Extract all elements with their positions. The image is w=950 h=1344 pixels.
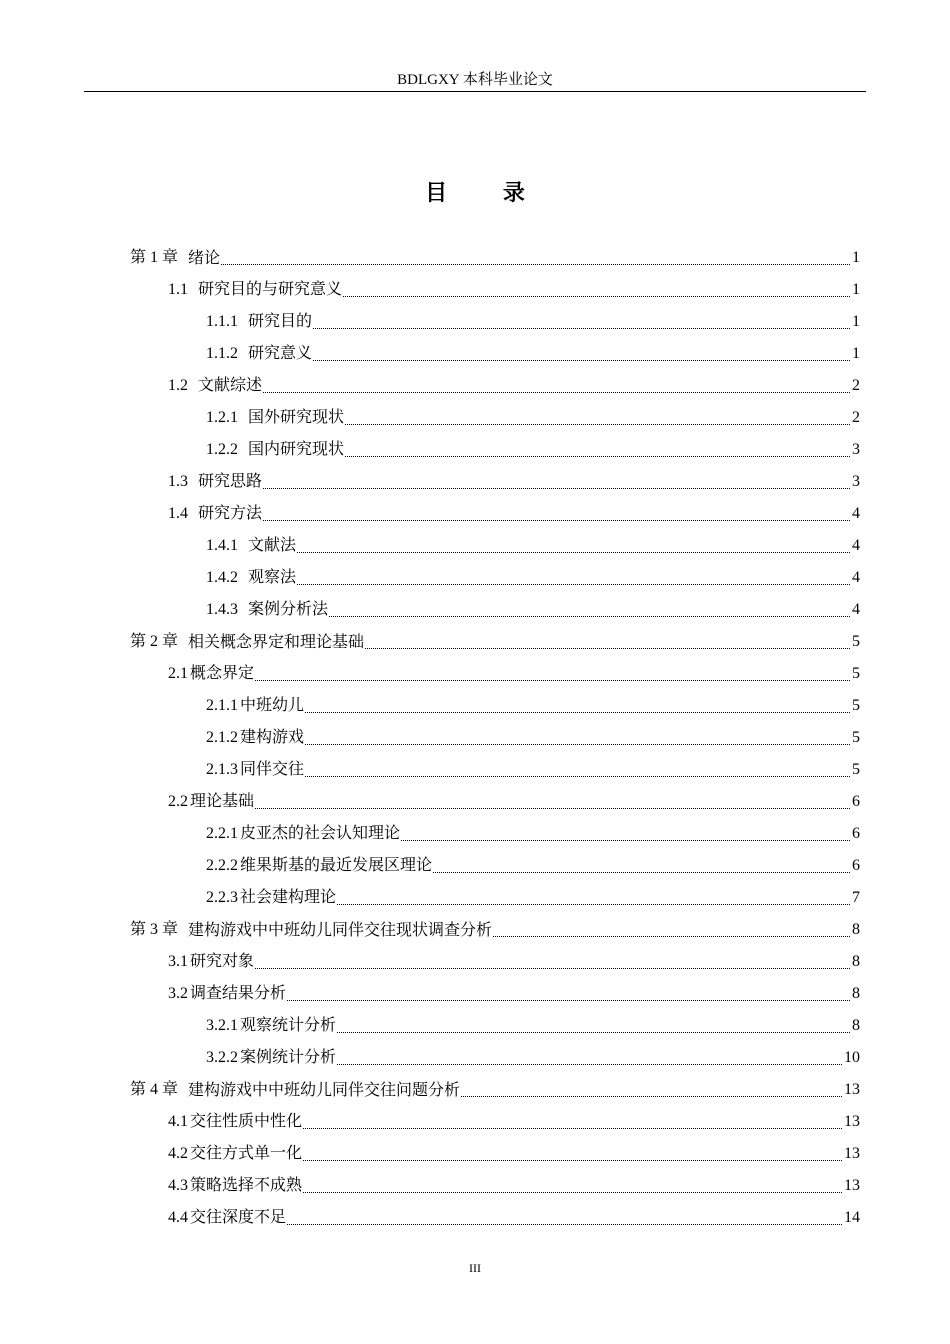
dot-leader bbox=[255, 807, 850, 809]
toc-entry-sub[interactable] bbox=[0, 530, 950, 562]
dot-leader bbox=[287, 999, 850, 1001]
toc-entry-label: 国外研究现状 bbox=[248, 409, 345, 426]
toc-entry-page: 13 bbox=[844, 1145, 860, 1162]
dot-leader bbox=[303, 1127, 842, 1129]
toc-entry-label: 观察统计分析 bbox=[240, 1017, 337, 1034]
toc-entry-sub[interactable] bbox=[0, 850, 950, 882]
toc-entry-section[interactable] bbox=[0, 1202, 950, 1234]
toc-entry-chapter[interactable] bbox=[0, 914, 950, 946]
toc-entry-page: 5 bbox=[852, 665, 860, 682]
toc-entry-page: 4 bbox=[852, 569, 860, 586]
toc-entry-page: 6 bbox=[852, 793, 860, 810]
toc-entry-number: 3.1 bbox=[168, 953, 188, 970]
toc-entry-page: 3 bbox=[852, 473, 860, 490]
toc-entry-section[interactable] bbox=[0, 466, 950, 498]
toc-entry-page: 13 bbox=[844, 1177, 860, 1194]
toc-entry-label: 中班幼儿 bbox=[240, 697, 305, 714]
toc-entry-number: 3.2 bbox=[168, 985, 188, 1002]
toc-entry-number: 4.1 bbox=[168, 1113, 188, 1130]
toc-entry-number: 1.2 bbox=[168, 377, 188, 394]
dot-leader bbox=[263, 391, 850, 393]
toc-entry-section[interactable] bbox=[0, 498, 950, 530]
toc-entry-page: 1 bbox=[852, 281, 860, 298]
dot-leader bbox=[343, 295, 850, 297]
toc-entry-page: 13 bbox=[844, 1113, 860, 1130]
dot-leader bbox=[297, 583, 850, 585]
dot-leader bbox=[287, 1223, 842, 1225]
toc-entry-page: 10 bbox=[844, 1049, 860, 1066]
dot-leader bbox=[263, 519, 850, 521]
toc-entry-number: 第 1 章 bbox=[130, 249, 179, 266]
toc-entry-page: 8 bbox=[852, 985, 860, 1002]
toc-entry-chapter[interactable] bbox=[0, 1074, 950, 1106]
dot-leader bbox=[345, 455, 850, 457]
toc-entry-number: 第 2 章 bbox=[130, 633, 179, 650]
table-of-contents bbox=[0, 242, 950, 1234]
toc-entry-label: 交往性质中性化 bbox=[190, 1113, 303, 1130]
dot-leader bbox=[493, 935, 850, 937]
dot-leader bbox=[303, 1159, 842, 1161]
toc-entry-number: 2.1.3 bbox=[206, 761, 238, 778]
toc-entry-number: 1.2.1 bbox=[206, 409, 238, 426]
toc-entry-number: 2.1.1 bbox=[206, 697, 238, 714]
toc-entry-label: 策略选择不成熟 bbox=[190, 1177, 303, 1194]
toc-entry-section[interactable] bbox=[0, 274, 950, 306]
dot-leader bbox=[345, 423, 850, 425]
toc-entry-label: 研究目的 bbox=[248, 313, 313, 330]
toc-entry-page: 2 bbox=[852, 377, 860, 394]
toc-entry-page: 6 bbox=[852, 857, 860, 874]
toc-entry-label: 维果斯基的最近发展区理论 bbox=[240, 857, 433, 874]
toc-entry-number: 1.3 bbox=[168, 473, 188, 490]
toc-entry-number: 3.2.2 bbox=[206, 1049, 238, 1066]
dot-leader bbox=[337, 1031, 850, 1033]
toc-entry-number: 1.4.1 bbox=[206, 537, 238, 554]
toc-entry-page: 6 bbox=[852, 825, 860, 842]
dot-leader bbox=[337, 1063, 842, 1065]
toc-entry-label: 研究方法 bbox=[198, 505, 263, 522]
toc-entry-page: 4 bbox=[852, 601, 860, 618]
toc-entry-number: 2.1.2 bbox=[206, 729, 238, 746]
toc-entry-number: 4.3 bbox=[168, 1177, 188, 1194]
header-rule bbox=[84, 91, 866, 92]
toc-entry-label: 同伴交往 bbox=[240, 761, 305, 778]
toc-entry-sub[interactable] bbox=[0, 882, 950, 914]
toc-entry-sub[interactable] bbox=[0, 594, 950, 626]
toc-entry-page: 5 bbox=[852, 633, 860, 650]
page-number: III bbox=[469, 1261, 481, 1275]
toc-entry-chapter[interactable] bbox=[0, 242, 950, 274]
toc-entry-section[interactable] bbox=[0, 1138, 950, 1170]
toc-entry-number: 4.2 bbox=[168, 1145, 188, 1162]
toc-entry-number: 1.4.2 bbox=[206, 569, 238, 586]
toc-entry-sub[interactable] bbox=[0, 434, 950, 466]
toc-entry-chapter[interactable] bbox=[0, 626, 950, 658]
dot-leader bbox=[255, 679, 850, 681]
toc-entry-label: 国内研究现状 bbox=[248, 441, 345, 458]
toc-entry-page: 5 bbox=[852, 697, 860, 714]
toc-entry-number: 2.2.2 bbox=[206, 857, 238, 874]
toc-entry-label: 建构游戏中中班幼儿同伴交往问题分析 bbox=[188, 1080, 461, 1099]
toc-entry-section[interactable] bbox=[0, 658, 950, 690]
toc-entry-section[interactable] bbox=[0, 370, 950, 402]
toc-entry-number: 3.2.1 bbox=[206, 1017, 238, 1034]
toc-entry-page: 3 bbox=[852, 441, 860, 458]
toc-entry-sub[interactable] bbox=[0, 338, 950, 370]
toc-entry-sub[interactable] bbox=[0, 722, 950, 754]
toc-entry-number: 1.4 bbox=[168, 505, 188, 522]
toc-entry-sub[interactable] bbox=[0, 306, 950, 338]
toc-entry-page: 1 bbox=[852, 249, 860, 266]
toc-entry-number: 第 4 章 bbox=[130, 1081, 179, 1098]
toc-entry-label: 研究思路 bbox=[198, 473, 263, 490]
dot-leader bbox=[329, 615, 850, 617]
toc-entry-number: 2.1 bbox=[168, 665, 188, 682]
toc-entry-sub[interactable] bbox=[0, 754, 950, 786]
toc-entry-number: 2.2 bbox=[168, 793, 188, 810]
toc-entry-label: 观察法 bbox=[248, 569, 297, 586]
toc-entry-label: 建构游戏 bbox=[240, 729, 305, 746]
toc-entry-number: 第 3 章 bbox=[130, 921, 179, 938]
toc-entry-sub[interactable] bbox=[0, 562, 950, 594]
dot-leader bbox=[255, 967, 850, 969]
dot-leader bbox=[337, 903, 850, 905]
toc-entry-label: 研究意义 bbox=[248, 345, 313, 362]
toc-entry-section[interactable] bbox=[0, 978, 950, 1010]
toc-entry-section[interactable] bbox=[0, 786, 950, 818]
toc-entry-page: 4 bbox=[852, 505, 860, 522]
dot-leader bbox=[305, 775, 850, 777]
toc-entry-sub[interactable] bbox=[0, 818, 950, 850]
toc-entry-section[interactable] bbox=[0, 1170, 950, 1202]
toc-entry-sub[interactable] bbox=[0, 690, 950, 722]
toc-entry-label: 建构游戏中中班幼儿同伴交往现状调查分析 bbox=[188, 920, 493, 939]
toc-entry-label: 研究目的与研究意义 bbox=[198, 281, 343, 298]
dot-leader bbox=[313, 359, 850, 361]
toc-entry-label: 概念界定 bbox=[190, 665, 255, 682]
dot-leader bbox=[461, 1095, 842, 1097]
toc-entry-section[interactable] bbox=[0, 1106, 950, 1138]
toc-entry-label: 调查结果分析 bbox=[190, 985, 287, 1002]
toc-entry-number: 1.2.2 bbox=[206, 441, 238, 458]
dot-leader bbox=[433, 871, 850, 873]
toc-entry-label: 绪论 bbox=[188, 248, 221, 267]
toc-entry-number: 2.2.1 bbox=[206, 825, 238, 842]
toc-entry-label: 文献综述 bbox=[198, 377, 263, 394]
toc-entry-label: 案例统计分析 bbox=[240, 1049, 337, 1066]
toc-entry-page: 8 bbox=[852, 953, 860, 970]
toc-entry-page: 2 bbox=[852, 409, 860, 426]
toc-entry-sub[interactable] bbox=[0, 402, 950, 434]
toc-entry-label: 理论基础 bbox=[190, 793, 255, 810]
toc-entry-page: 13 bbox=[844, 1081, 860, 1098]
toc-entry-page: 8 bbox=[852, 921, 860, 938]
toc-entry-number: 1.1.1 bbox=[206, 313, 238, 330]
dot-leader bbox=[303, 1191, 842, 1193]
toc-entry-label: 案例分析法 bbox=[248, 601, 329, 618]
toc-entry-page: 1 bbox=[852, 313, 860, 330]
toc-entry-sub[interactable] bbox=[0, 1042, 950, 1074]
toc-entry-page: 1 bbox=[852, 345, 860, 362]
toc-entry-page: 7 bbox=[852, 889, 860, 906]
toc-entry-page: 8 bbox=[852, 1017, 860, 1034]
toc-entry-label: 交往深度不足 bbox=[190, 1209, 287, 1226]
toc-title: 目 录 bbox=[425, 181, 549, 206]
toc-entry-page: 5 bbox=[852, 761, 860, 778]
dot-leader bbox=[401, 839, 850, 841]
dot-leader bbox=[365, 647, 850, 649]
toc-entry-label: 皮亚杰的社会认知理论 bbox=[240, 825, 401, 842]
toc-entry-page: 4 bbox=[852, 537, 860, 554]
running-header: BDLGXY 本科毕业论文 bbox=[397, 72, 553, 88]
toc-entry-page: 5 bbox=[852, 729, 860, 746]
toc-entry-number: 1.1.2 bbox=[206, 345, 238, 362]
toc-entry-number: 1.4.3 bbox=[206, 601, 238, 618]
toc-entry-number: 2.2.3 bbox=[206, 889, 238, 906]
toc-entry-label: 研究对象 bbox=[190, 953, 255, 970]
toc-entry-number: 1.1 bbox=[168, 281, 188, 298]
dot-leader bbox=[263, 487, 850, 489]
toc-entry-section[interactable] bbox=[0, 946, 950, 978]
toc-entry-sub[interactable] bbox=[0, 1010, 950, 1042]
dot-leader bbox=[305, 711, 850, 713]
dot-leader bbox=[221, 263, 850, 265]
dot-leader bbox=[297, 551, 850, 553]
dot-leader bbox=[305, 743, 850, 745]
toc-entry-label: 文献法 bbox=[248, 537, 297, 554]
toc-entry-label: 相关概念界定和理论基础 bbox=[188, 632, 365, 651]
toc-entry-page: 14 bbox=[844, 1209, 860, 1226]
toc-entry-label: 社会建构理论 bbox=[240, 889, 337, 906]
toc-entry-label: 交往方式单一化 bbox=[190, 1145, 303, 1162]
toc-entry-number: 4.4 bbox=[168, 1209, 188, 1226]
dot-leader bbox=[313, 327, 850, 329]
